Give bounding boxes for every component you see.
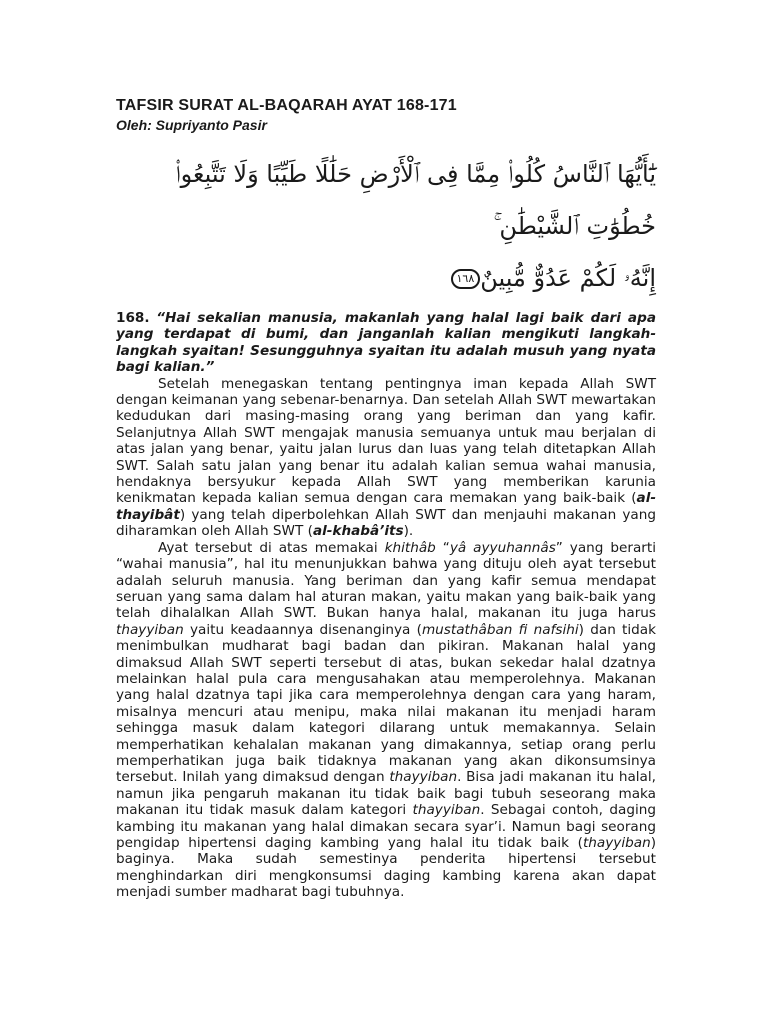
term-thayyiban: thayyiban	[389, 769, 458, 786]
arabic-verse	[116, 148, 656, 304]
document-page	[116, 96, 656, 901]
verse-translation-text: “Hai sekalian manusia, makanlah yang halal lagi baik dari apa yang terdapat di bumi, dan janganlah kalian mengikuti langkah-langkah syaitan! Sesungguhnya syaitan itu adalah musuh yang nyata bagi kalian.”	[116, 310, 656, 376]
paragraph-2-text: ) baginya. Maka sudah semestinya penderita hipertensi tersebut menghindarkan diri mengkonsumsi daging kambing karena akan dapat menjadi sumber madharat bagi tubuhnya.	[116, 835, 656, 901]
paragraph-2	[116, 540, 656, 901]
document-title: TAFSIR SURAT AL-BAQARAH AYAT 168-171	[116, 97, 457, 114]
term-khithab: khithâb	[384, 539, 436, 556]
term-al-thayibat: al-thayibât	[116, 490, 656, 523]
paragraph-2-text: Ayat tersebut di atas memakai	[158, 539, 385, 556]
arabic-verse-line-2-text: إِنَّهُۥ لَكُمْ عَدُوٌّ مُّبِينٌ	[480, 264, 656, 292]
verse-number: 168.	[116, 310, 150, 326]
term-thayyiban: thayyiban	[582, 835, 651, 851]
arabic-verse-line-2	[116, 252, 656, 304]
term-thayyiban: thayyiban	[412, 802, 481, 819]
verse-translation	[116, 310, 656, 376]
paragraph-1-text: ) yang telah diperbolehkan Allah SWT dan menjauhi makanan yang diharamkan oleh Allah SWT (	[116, 506, 656, 540]
arabic-verse-line-1: يَٰٓأَيُّهَا ٱلنَّاسُ كُلُوا۟ مِمَّا فِى ٱلْأَرْضِ حَلَٰلًا طَيِّبًا وَلَا تَتَّبِعُوا۟ خُطُوَٰتِ ٱلشَّيْطَٰنِ ۚ	[175, 160, 656, 240]
paragraph-1-text: Setelah menegaskan tentang pentingnya iman kepada Allah SWT dengan keimanan yang sebenar-benarnya. Dan setelah Allah SWT mewartakan kedudukan dari masing-masing orang yang beriman dan yang kafir. Selanjutnya Allah SWT mengajak manusia semuanya untuk mau berjalan di atas jalan yang benar, yaitu jalan lurus dan luas yang telah ditetapkan Allah SWT. Salah satu jalan yang benar itu adalah kalian semua wahai manusia, hendaknya bersyukur kepada Allah SWT yang memberikan karunia kenikmatan kepada kalian semua dengan cara memakan yang baik-baik (	[116, 375, 656, 507]
paragraph-2-text: ) dan tidak menimbulkan mudharat bagi badan dan pikiran. Makanan halal yang dimaksud Allah SWT seperti tersebut di atas, bukan sekedar halal dzatnya melainkan halal pula cara mengusahakan atau memperolehnya. Makanan yang halal dzatnya tapi jika cara memperolehnya dengan cara yang haram, misalnya mencuri atau menipu, maka nilai makanan itu menjadi haram sehingga masuk dalam kategori dilarang untuk memakannya. Selain memperhatikan kehalalan makanan yang dimakannya, setiap orang perlu memperhatikan juga baik tidaknya makanan yang akan dikonsumsinya tersebut. Inilah yang dimaksud dengan	[116, 621, 656, 786]
term-thayyiban: thayyiban	[116, 621, 184, 638]
paragraph-2-text: . Bisa jadi makanan itu halal, namun jika pengaruh makanan itu tidak baik bagi tubuh seseorang maka makanan itu tidak masuk dalam kategori	[116, 769, 656, 819]
term-ya-ayyuhannas: yâ ayyuhannâs	[449, 539, 556, 556]
paragraph-2-text: yaitu keadaannya disenanginya (	[183, 621, 422, 638]
paragraph-1	[116, 376, 656, 540]
paragraph-2-text: ” yang berarti “wahai manusia”, hal itu menunjukkan bahwa yang dituju oleh ayat tersebut adalah seluruh manusia. Yang beriman dan yang kafir semua mendapat seruan yang sama dalam hal aturan makan, yaitu makan yang baik-baik yang telah dihalalkan Allah SWT. Bukan hanya halal, makanan itu juga harus	[116, 539, 656, 622]
paragraph-1-text: ).	[403, 523, 414, 540]
term-al-khabaits: al-khabâ’its	[312, 523, 404, 540]
paragraph-2-text: “	[435, 539, 450, 556]
document-author: Oleh: Supriyanto Pasir	[116, 117, 267, 133]
paragraph-2-text: . Sebagai contoh, daging kambing itu makanan yang halal dimakan secara syar’i. Namun bagi seorang pengidap hipertensi daging kambing yang halal itu tidak baik (	[116, 802, 656, 851]
document-body	[116, 310, 656, 901]
ayah-number-marker: ١٦٨	[451, 269, 481, 289]
term-mustathaban: mustathâban fi nafsihi	[421, 621, 579, 638]
